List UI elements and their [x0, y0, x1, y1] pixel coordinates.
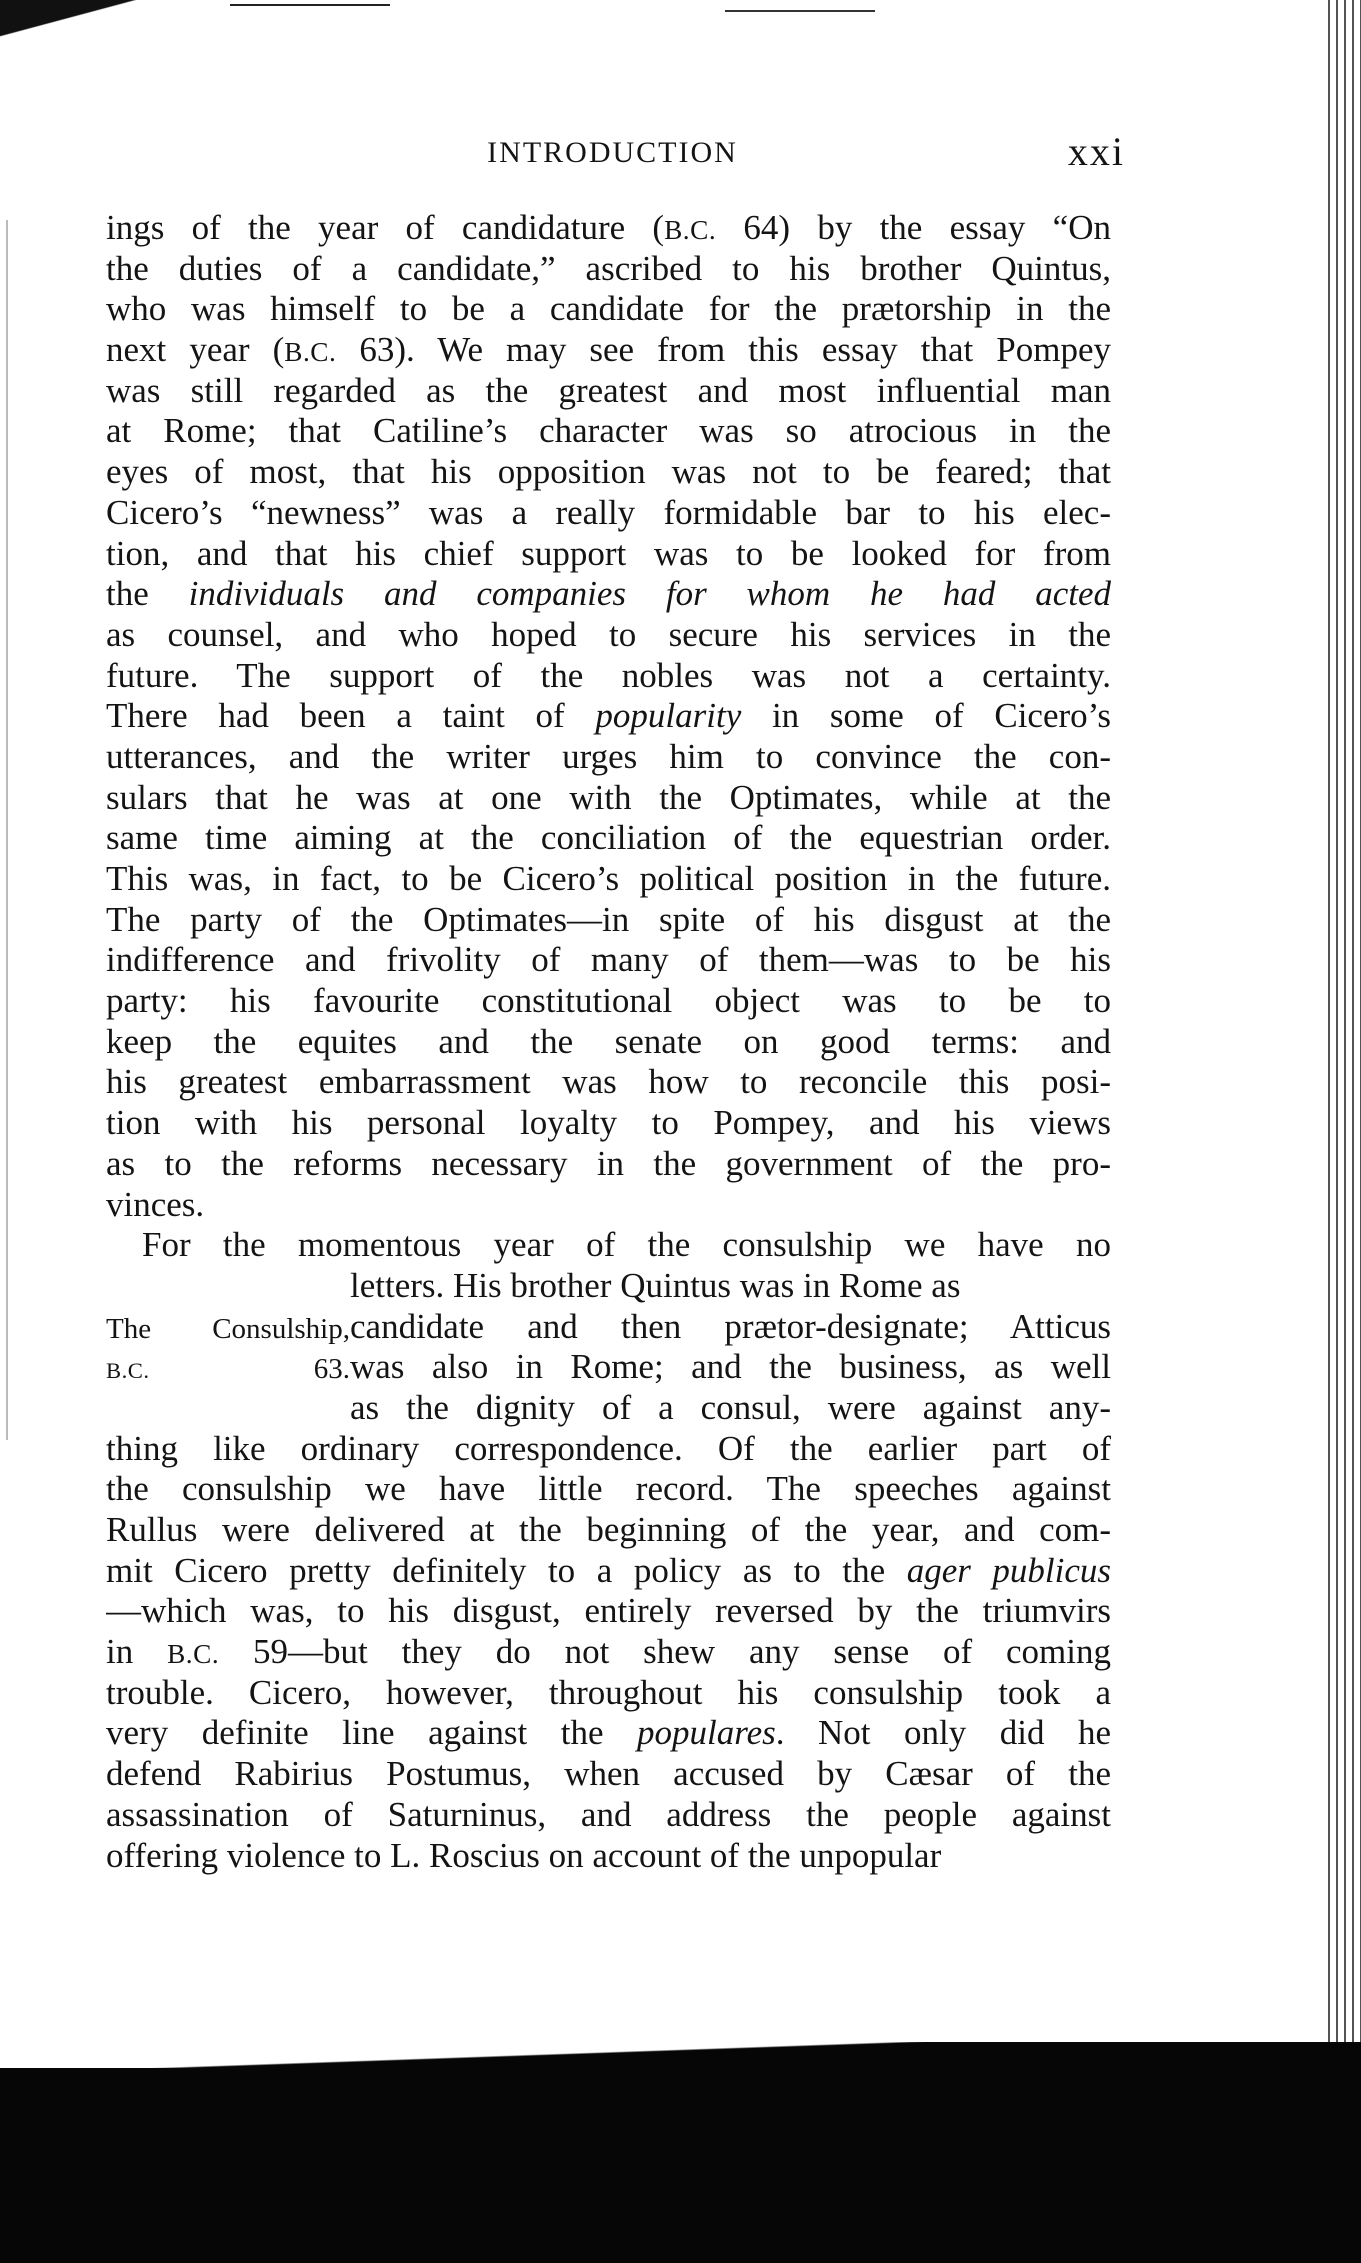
text-line: thing like ordinary correspondence. Of the earlier part of: [106, 1428, 1111, 1468]
text-line: —which was, to his disgust, entirely reversed by the triumvirs: [106, 1591, 1111, 1631]
text-line: eyes of most, that his opposition was not to be feared; that: [106, 452, 1111, 492]
scan-left-edge: [6, 220, 8, 1440]
text-line: tion, and that his chief support was to be looked for from: [106, 533, 1111, 573]
text-line: next year (B.C. 63). We may see from this essay that Pompey: [106, 330, 1111, 370]
text-line: keep the equites and the senate on good terms: and: [106, 1021, 1111, 1061]
page-edge-lines: [1325, 0, 1361, 2120]
text-line: Cicero’s “newness” was a really formidable bar to his elec-: [106, 492, 1111, 532]
text-line: [106, 1307, 1111, 1348]
text-line: who was himself to be a candidate for the prætorship in the: [106, 289, 1111, 329]
text-line: in B.C. 59—but they do not shew any sense of coming: [106, 1632, 1111, 1672]
text-line: sulars that he was at one with the Optimates, while at the: [106, 777, 1111, 817]
text-line: utterances, and the writer urges him to convince the con-: [106, 736, 1111, 776]
text-line: [106, 1347, 1111, 1388]
paragraph-2: [106, 1225, 1111, 1876]
text-line: [106, 1388, 1111, 1429]
text-line: at Rome; that Catiline’s character was so atrocious in the: [106, 411, 1111, 451]
running-head-title: INTRODUCTION: [487, 136, 738, 169]
scan-top-rule-right: [725, 10, 875, 12]
text-line: the consulship we have little record. The speeches against: [106, 1469, 1111, 1509]
text-line: ings of the year of candidature (B.C. 64) by the essay “On: [106, 208, 1111, 247]
text-line: very definite line against the populares. Not only did he: [106, 1713, 1111, 1753]
margin-note: B.C. 63.: [106, 1353, 350, 1386]
margin-note: The Consulship,: [106, 1312, 350, 1345]
text-line: was still regarded as the greatest and most influential man: [106, 370, 1111, 410]
text-line: his greatest embarrassment was how to reconcile this posi-: [106, 1062, 1111, 1102]
text-line: party: his favourite constitutional object was to be to: [106, 981, 1111, 1021]
text-line-body: was also in Rome; and the business, as well: [350, 1347, 1111, 1387]
text-line-body: candidate and then prætor-designate; Atticus: [350, 1306, 1111, 1346]
text-line: assassination of Saturninus, and address the people against: [106, 1794, 1111, 1834]
text-line: defend Rabirius Postumus, when accused by Cæsar of the: [106, 1754, 1111, 1794]
running-head: [100, 128, 1125, 178]
scan-bottom-shadow: [0, 2068, 1361, 2263]
text-line: offering violence to L. Roscius on account of the unpopular: [106, 1835, 942, 1875]
body-text: [106, 208, 1111, 1876]
scan-top-rule: [230, 4, 390, 6]
paragraph-1: [106, 208, 1111, 1225]
text-line: There had been a taint of popularity in some of Cicero’s: [106, 696, 1111, 736]
text-line: as to the reforms necessary in the government of the pro-: [106, 1143, 1111, 1183]
scan-corner-shadow: [0, 0, 220, 60]
text-line: vinces.: [106, 1184, 205, 1224]
text-line-body: as the dignity of a consul, were against any-: [350, 1387, 1111, 1427]
text-line: the duties of a candidate,” ascribed to his brother Quintus,: [106, 248, 1111, 288]
text-line: mit Cicero pretty definitely to a policy as to the ager publicus: [106, 1550, 1111, 1590]
text-line: same time aiming at the conciliation of the equestrian order.: [106, 818, 1111, 858]
text-line: as counsel, and who hoped to secure his services in the: [106, 614, 1111, 654]
text-line: Rullus were delivered at the beginning of the year, and com-: [106, 1510, 1111, 1549]
text-line: tion with his personal loyalty to Pompey, and his views: [106, 1103, 1111, 1143]
text-line: [106, 1266, 1111, 1307]
paragraph-2-continued: [106, 1429, 1111, 1877]
text-line: The party of the Optimates—in spite of his disgust at the: [106, 899, 1111, 939]
text-line: future. The support of the nobles was not a certainty.: [106, 655, 1111, 695]
text-line: indifference and frivolity of many of them—was to be his: [106, 940, 1111, 980]
text-line: the individuals and companies for whom he had acted: [106, 574, 1111, 614]
text-line: This was, in fact, to be Cicero’s political position in the future.: [106, 859, 1111, 898]
text-line-body: letters. His brother Quintus was in Rome as: [350, 1265, 961, 1305]
text-line: For the momentous year of the consulship we have no: [142, 1225, 1111, 1265]
page-number: xxi: [1067, 129, 1125, 174]
text-line: trouble. Cicero, however, throughout his consulship took a: [106, 1672, 1111, 1712]
